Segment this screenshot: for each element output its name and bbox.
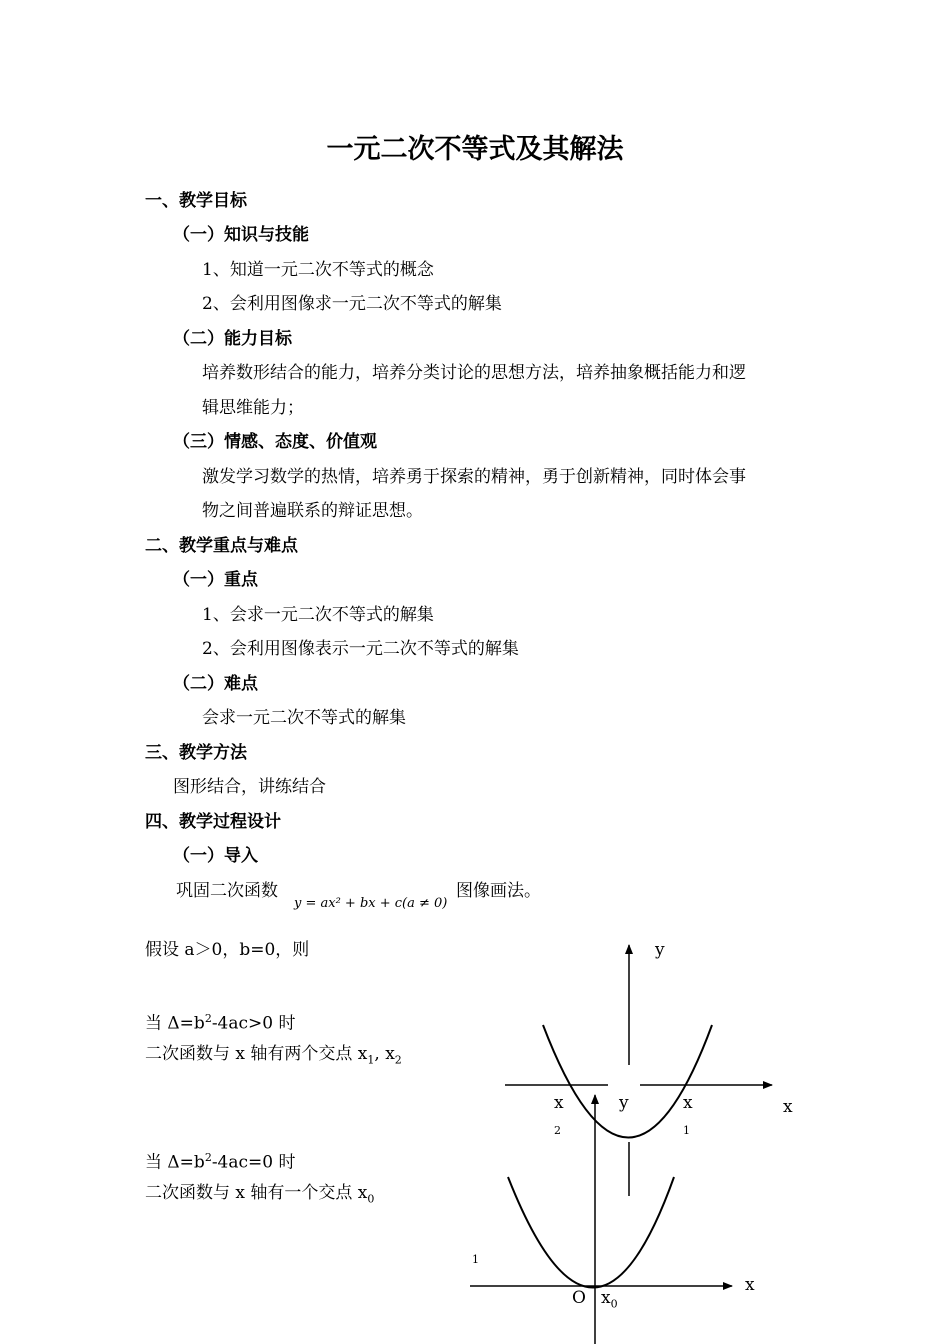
graph-1-x1-subscript: 1 (683, 1124, 690, 1137)
section-2-heading: 二、教学重点与难点 (145, 536, 298, 556)
section-1-sub-2-heading: （二）能力目标 (173, 329, 292, 349)
paragraph-line: 激发学习数学的热情，培养勇于探索的精神，勇于创新精神，同时体会事 (202, 467, 746, 487)
paragraph-line: 培养数形结合的能力，培养分类讨论的思想方法，培养抽象概括能力和逻 (202, 363, 746, 383)
graph-1-y-label: y (655, 940, 665, 960)
intro-text-end: 图像画法。 (456, 881, 541, 901)
case-1-description: 二次函数与 x 轴有两个交点 $x_1$, $x_2$ (145, 1044, 402, 1067)
section-1-sub-3-heading: （三）情感、态度、价值观 (173, 432, 377, 452)
assumption-line: 假设 a＞0，b=0，则 (145, 940, 310, 960)
section-2-sub-2-heading: （二）难点 (173, 674, 258, 694)
intro-text: 巩固二次函数 (176, 881, 278, 901)
graph-1-x-label: x (783, 1097, 793, 1117)
graph-1-x2-label: x (554, 1093, 564, 1113)
section-1-heading: 一、教学目标 (145, 191, 247, 211)
quadratic-formula: y = ax² + bx + c(a ≠ 0) (294, 896, 448, 911)
graph-2-origin-label: O (572, 1288, 586, 1308)
graph-1-x2-subscript: 2 (554, 1124, 561, 1137)
case-1-condition: 当 $\Delta=b^2-4ac>0$ 时 (145, 1012, 296, 1034)
graph-2-parabola (508, 1177, 674, 1288)
graph-2-one-label: 1 (472, 1253, 479, 1266)
list-item: 1、会求一元二次不等式的解集 (202, 605, 434, 625)
paragraph-line: 物之间普遍联系的辩证思想。 (202, 501, 423, 521)
graph-1-x1-label: x (683, 1093, 693, 1113)
paragraph-line: 图形结合，讲练结合 (173, 777, 326, 797)
graph-2-x0-label: $x_0$ (601, 1288, 618, 1311)
section-4-sub-1-heading: （一）导入 (173, 846, 258, 866)
list-item: 2、会利用图像求一元二次不等式的解集 (202, 294, 502, 314)
page-title: 一元二次不等式及其解法 (326, 134, 624, 165)
paragraph-line: 辑思维能力； (202, 398, 304, 418)
case-2-condition: 当 $\Delta=b^2-4ac=0$ 时 (145, 1151, 296, 1173)
graph-2-y-label: y (619, 1093, 629, 1113)
section-1-sub-1-heading: （一）知识与技能 (173, 225, 309, 245)
graph-2-x-label: x (745, 1275, 755, 1295)
case-2-description: 二次函数与 x 轴有一个交点 $x_0$ (145, 1183, 375, 1206)
section-3-heading: 三、教学方法 (145, 743, 247, 763)
list-item: 2、会利用图像表示一元二次不等式的解集 (202, 639, 519, 659)
list-item: 1、知道一元二次不等式的概念 (202, 260, 434, 280)
paragraph-line: 会求一元二次不等式的解集 (202, 708, 406, 728)
section-2-sub-1-heading: （一）重点 (173, 570, 258, 590)
section-4-heading: 四、教学过程设计 (145, 812, 281, 832)
